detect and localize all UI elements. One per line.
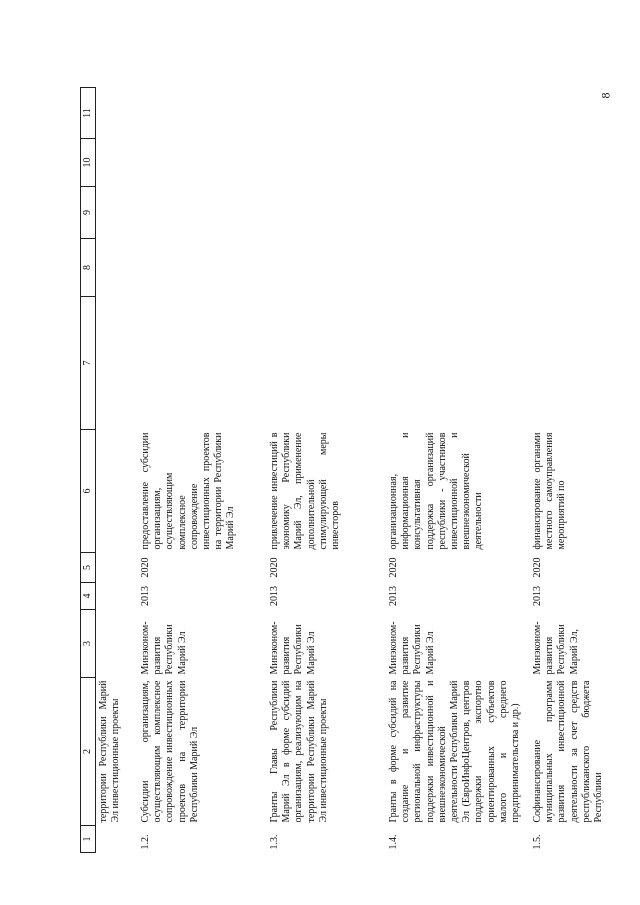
expected-result: организационная, информационная и консультативная поддержка организаций республики - участников инвестиционной и внешнеэкономической деятельности <box>388 432 485 550</box>
col-header: 7 <box>81 297 96 430</box>
expected-result <box>96 430 139 553</box>
col-header: 8 <box>81 239 96 297</box>
executor: Минэконом-развития Республики Марий Эл <box>140 621 188 675</box>
program-measures-table <box>80 87 626 853</box>
measure-name: территории Республики Марий Эл инвестиционные проекты <box>98 680 122 823</box>
col-header: 4 <box>81 583 96 610</box>
row-number: 1.4. <box>388 834 399 850</box>
start-year <box>96 583 139 610</box>
measure-name: Субсидии организациям, осуществляющим комплексное сопровождение инвестиционных проектов на территории Республики Марий Эл <box>140 680 200 823</box>
measure-name: Софинансирование муниципальных программ развития инвестиционной деятельности за счет средств республиканского бюджета Республики <box>532 680 604 823</box>
page-number: 8 <box>598 92 613 99</box>
executor: Минэконом-развития Республики Марий Эл <box>269 621 317 675</box>
col-header: 9 <box>81 187 96 239</box>
row-number: 1.2. <box>140 834 151 850</box>
start-year: 2013 <box>388 586 399 606</box>
measure-name: Гранты в форме субсидий на создание и развитие региональной инфраструктуры поддержки инвестиционной и внешнеэкономической деятельности Республики Марий Эл (ЕвроИнфоЦентров, центров поддержки экспортно ориентированных субъектов малого и среднего предпринимательства и др.) <box>388 680 521 823</box>
end-year: 2020 <box>532 557 543 578</box>
expected-result: привлечение инвестиций в экономику Республики Марий Эл, применение дополнительной стимулирующей меры инвесторов <box>269 432 341 550</box>
end-year <box>96 553 139 583</box>
table-row <box>530 88 626 853</box>
executor: Минэконом-развития Республики Марий Эл, <box>532 621 580 675</box>
end-year: 2020 <box>388 557 399 578</box>
executor <box>96 610 139 678</box>
start-year: 2013 <box>269 586 280 606</box>
expected-result: финансирование органами местного самоуправления мероприятий по <box>532 432 568 550</box>
col-header: 5 <box>81 553 96 583</box>
expected-result: предоставление субсидии организациям, осуществляющим комплексное сопровождение инвестиционных проектов на территории Республики Марий Эл <box>140 432 237 550</box>
row-number: 1.5. <box>532 834 543 850</box>
start-year: 2013 <box>532 586 543 606</box>
col-header: 2 <box>81 678 96 826</box>
column-number-row <box>81 88 96 853</box>
rotated-table-container <box>80 88 624 853</box>
executor: Минэконом-развития Республики Марий Эл <box>388 621 436 675</box>
end-year: 2020 <box>269 557 280 578</box>
start-year: 2013 <box>140 586 151 606</box>
table-row <box>138 88 267 853</box>
end-year: 2020 <box>140 557 151 578</box>
col-header: 1 <box>81 826 96 853</box>
col-header: 11 <box>81 88 96 139</box>
table-row <box>386 88 530 853</box>
col-header: 10 <box>81 139 96 187</box>
table-row <box>96 88 139 853</box>
col-header: 3 <box>81 610 96 678</box>
col-header: 6 <box>81 430 96 553</box>
table-row <box>267 88 386 853</box>
row-number: 1.3. <box>269 834 280 850</box>
measure-name: Гранты Главы Республики Марий Эл в форме субсидий организациям, реализующим на территории Республики Марий Эл инвестиционные проекты <box>269 680 329 823</box>
row-number <box>96 826 139 853</box>
